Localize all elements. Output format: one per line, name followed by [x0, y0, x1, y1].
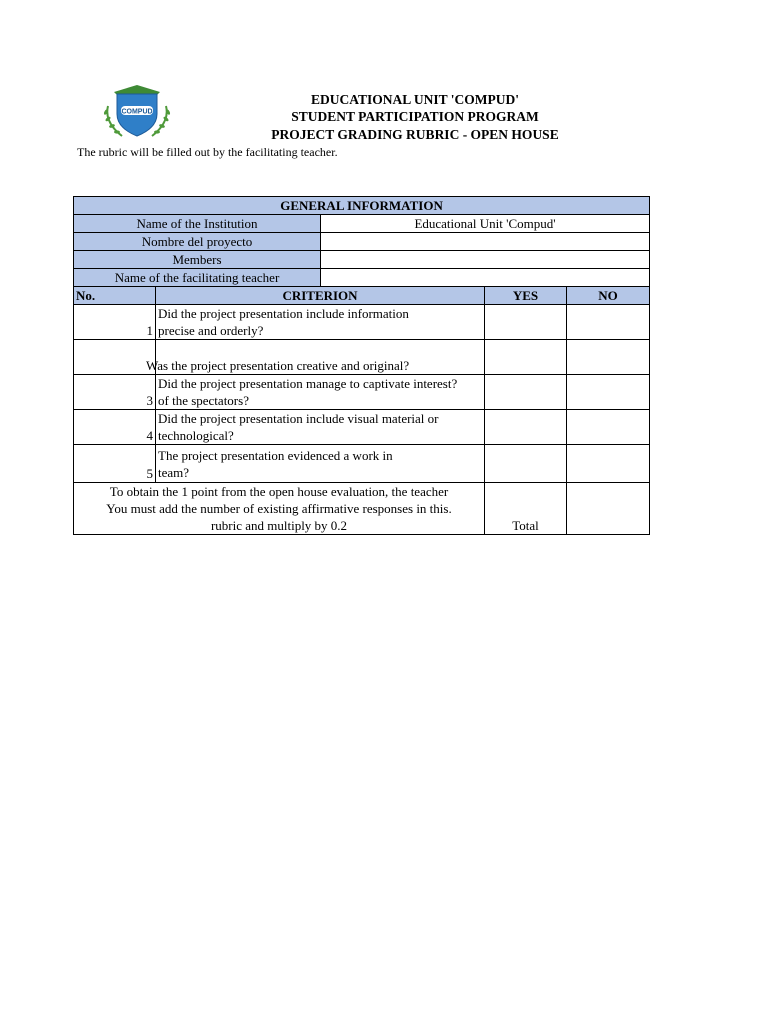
no-cell[interactable]: [567, 445, 650, 483]
no-cell[interactable]: [567, 410, 650, 445]
criterion-row: [74, 445, 650, 483]
criterion-line: Was the project presentation creative and original?: [146, 358, 410, 373]
title-line-1: EDUCATIONAL UNIT 'COMPUD': [310, 92, 520, 107]
info-value-institution[interactable]: Educational Unit 'Compud': [321, 215, 650, 233]
criterion-line: technological?: [158, 428, 234, 443]
yes-cell[interactable]: [485, 445, 567, 483]
criterion-number: 5: [74, 445, 156, 483]
title-line-2: STUDENT PARTICIPATION PROGRAM: [291, 109, 539, 124]
info-label-institution: Name of the Institution: [74, 215, 321, 233]
criterion-text: [156, 305, 485, 340]
info-label-project: Nombre del proyecto: [74, 233, 321, 251]
total-value-cell[interactable]: [567, 483, 650, 535]
info-label-teacher: Name of the facilitating teacher: [74, 269, 321, 287]
info-value-project[interactable]: [321, 233, 650, 251]
criterion-number: 1: [74, 305, 156, 340]
scoring-line: You must add the number of existing affirmative responses in this.: [106, 501, 452, 516]
yes-cell[interactable]: [485, 340, 567, 375]
instruction-note: The rubric will be filled out by the facilitating teacher.: [77, 145, 338, 159]
info-value-teacher[interactable]: [321, 269, 650, 287]
criterion-text: [146, 340, 475, 375]
total-label: Total: [485, 483, 567, 535]
criterion-line: [146, 340, 472, 357]
criterion-line: Did the project presentation manage to captivate interest?: [158, 376, 458, 391]
criterion-number: [74, 340, 156, 375]
criterion-line: team?: [158, 465, 190, 480]
criterion-row: [74, 410, 650, 445]
criterion-line: Did the project presentation include information: [158, 306, 409, 321]
column-header-yes: YES: [485, 287, 567, 305]
info-value-members[interactable]: [321, 251, 650, 269]
title-line-3: PROJECT GRADING RUBRIC - OPEN HOUSE: [271, 127, 559, 142]
scoring-instructions: [74, 483, 485, 535]
criterion-number: 4: [74, 410, 156, 445]
no-cell[interactable]: [567, 340, 650, 375]
column-header-no-answer: NO: [567, 287, 650, 305]
criterion-row: [74, 375, 650, 410]
criterion-row: [74, 340, 650, 375]
scoring-line: rubric and multiply by 0.2: [210, 518, 348, 533]
criterion-row: [74, 305, 650, 340]
info-label-members: Members: [74, 251, 321, 269]
general-info-heading: GENERAL INFORMATION: [74, 197, 650, 215]
column-header-no: No.: [74, 287, 156, 305]
rubric-table: [73, 196, 650, 535]
column-header-criterion: CRITERION: [156, 287, 485, 305]
yes-cell[interactable]: [485, 410, 567, 445]
criterion-text: [156, 410, 485, 445]
scoring-line: To obtain the 1 point from the open house evaluation, the teacher: [109, 484, 449, 499]
criterion-text: [156, 375, 485, 410]
logo-text: COMPUD: [121, 108, 153, 116]
no-cell[interactable]: [567, 305, 650, 340]
no-cell[interactable]: [567, 375, 650, 410]
criterion-line: of the spectators?: [158, 393, 249, 408]
criterion-line: The project presentation evidenced a work in: [158, 448, 393, 463]
yes-cell[interactable]: [485, 375, 567, 410]
criterion-line: Did the project presentation include visual material or: [158, 411, 439, 426]
criterion-number: 3: [74, 375, 156, 410]
criterion-line: precise and orderly?: [158, 323, 264, 338]
yes-cell[interactable]: [485, 305, 567, 340]
criterion-text: [156, 445, 485, 483]
